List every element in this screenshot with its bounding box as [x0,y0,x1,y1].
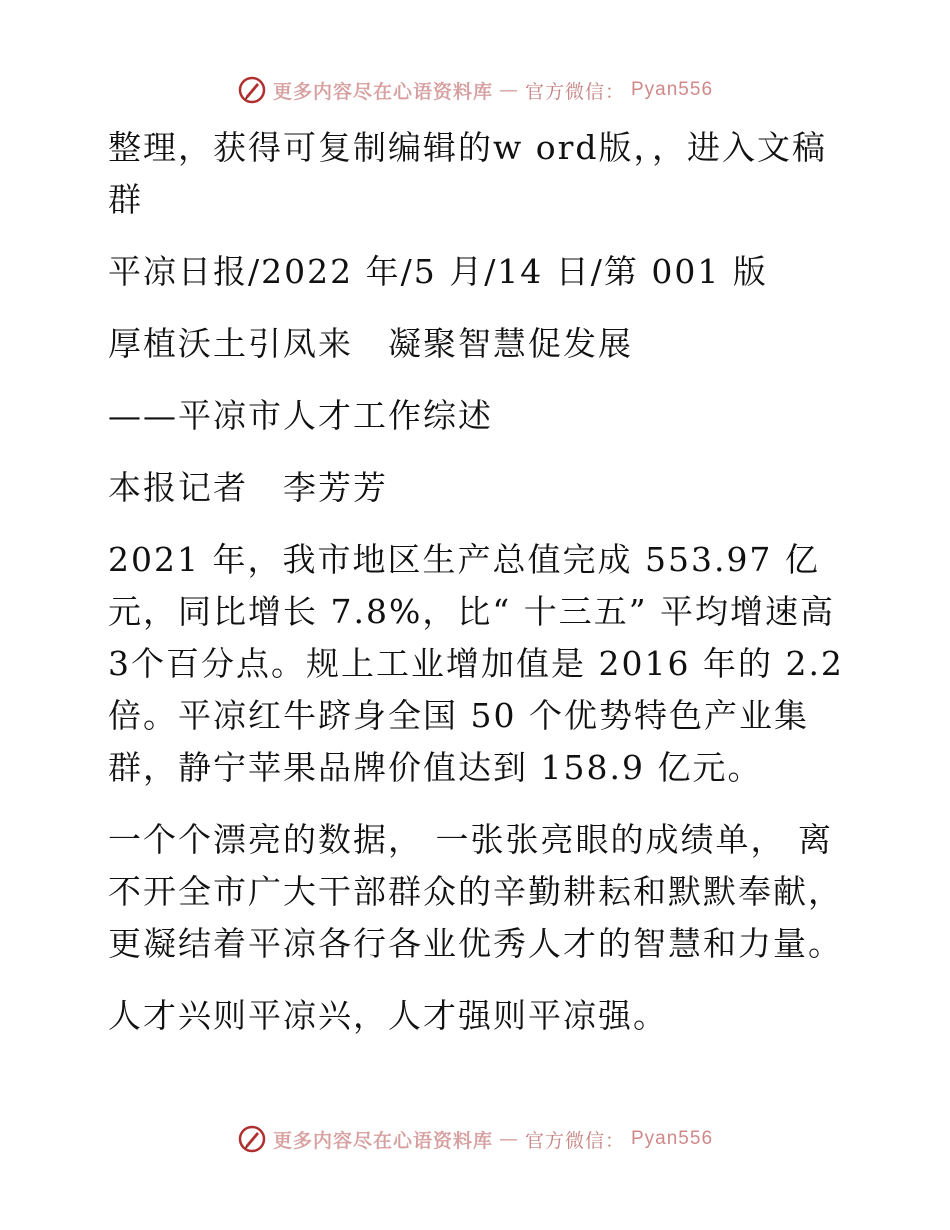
watermark-wechat-id: Pyan556 [631,1128,714,1149]
watermark-main-text: 更多内容尽在心语资料库 [272,80,493,103]
watermark-header [0,70,950,110]
watermark-wechat-id: Pyan556 [631,79,714,100]
watermark-dash: — [498,79,519,101]
watermark-wechat-label: 官方微信： [524,80,625,103]
quill-logo-icon [237,75,267,105]
document-body [96,118,856,1042]
body-paragraph: 2021 年，我市地区生产总值完成 553.97 亿元，同比增长 7.8%，比“ 十三五” 平均增速高 3个百分点。规上工业增加值是 2016 年的 2.2 倍。平凉红牛跻身全国 50 个优势特色产业集群，静宁苹果品牌价值达到 158.9 亿元。 [108,540,844,787]
quill-logo-icon [237,1124,267,1154]
article-author: 本报记者 李芳芳 [108,468,388,507]
watermark-footer [0,1119,950,1159]
watermark-dash: — [498,1128,519,1150]
watermark-main-text: 更多内容尽在心语资料库 [272,1129,493,1152]
watermark-wechat-label: 官方微信： [524,1129,625,1152]
body-paragraph: 人才兴则平凉兴，人才强则平凉强。 [108,996,668,1035]
article-subtitle: ——平凉市人才工作综述 [108,396,493,435]
article-title: 厚植沃土引凤来 凝聚智慧促发展 [108,324,633,363]
body-paragraph: 一个个漂亮的数据， 一张张亮眼的成绩单， 离不开全市广大干部群众的辛勤耕耘和默默奉献，更凝结着平凉各行各业优秀人才的智慧和力量。 [108,820,843,963]
dateline: 平凉日报/2022 年/5 月/14 日/第 001 版 [108,252,768,291]
intro-paragraph: 整理，获得可复制编辑的w ord版，，进入文稿群 [108,128,828,219]
